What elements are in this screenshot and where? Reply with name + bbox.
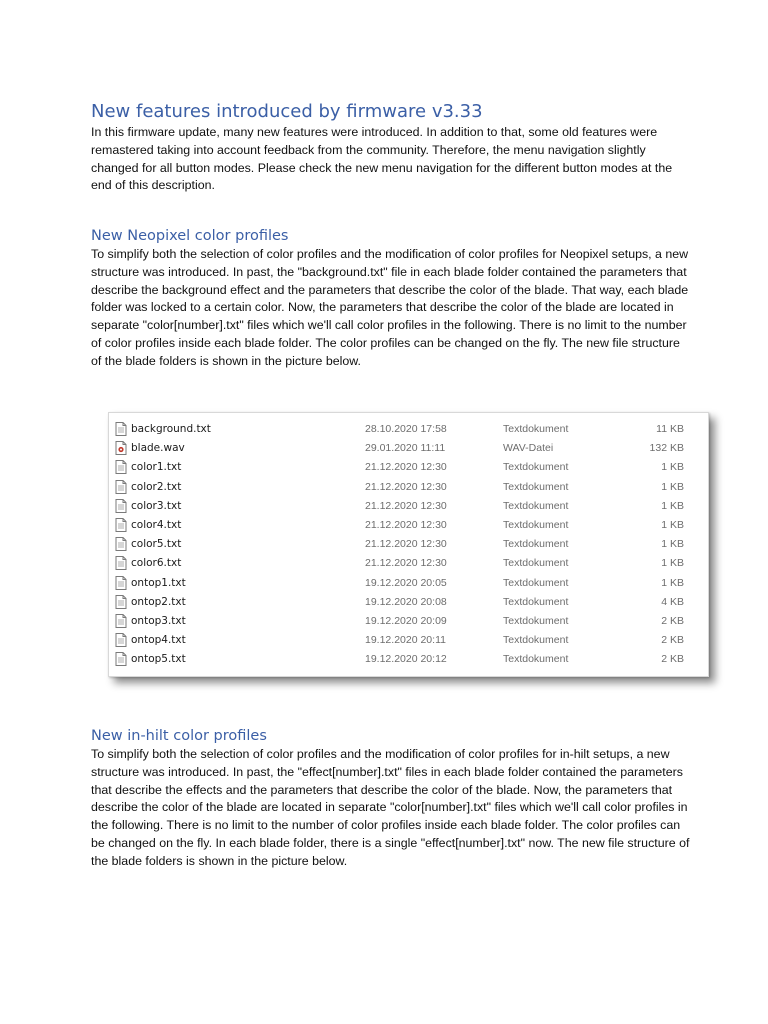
file-date: 21.12.2020 12:30	[365, 519, 447, 531]
file-row	[109, 458, 708, 477]
audio-file-icon	[115, 441, 127, 455]
file-type: Textdokument	[503, 538, 569, 551]
file-date: 19.12.2020 20:05	[365, 576, 447, 589]
file-type: Textdokument	[503, 461, 569, 474]
text-file-icon	[115, 576, 127, 590]
text-file-icon	[115, 652, 127, 666]
file-row	[109, 554, 708, 573]
file-type: Textdokument	[503, 519, 569, 531]
file-row	[109, 650, 708, 669]
file-size: 1 KB	[661, 461, 684, 474]
file-type: Textdokument	[503, 595, 569, 608]
file-row	[109, 574, 708, 593]
section-inhilt-profiles	[91, 726, 691, 871]
file-size: 1 KB	[661, 538, 684, 551]
file-name: color1.txt	[131, 461, 182, 474]
section-neopixel-profiles	[91, 226, 691, 371]
file-size: 132 KB	[649, 442, 684, 455]
file-date: 21.12.2020 12:30	[365, 499, 447, 512]
section-body: To simplify both the selection of color profiles and the modification of color profiles for in-hilt setups, a new structure was introduced. In past, the "effect[number].txt" files in each blade folder contained the parameters that describe the effects and the parameters that describe the color of the blade. Now, the parameters that describe the color of the blade are located in separate "color[number].txt" files which we'll call color profiles in the following. There is no limit to the number of color profiles inside each blade folder. The color profiles can be changed on the fly. In each blade folder, there is a single "effect[number].txt" now. The new file structure of the blade folders is shown in the picture below.	[91, 747, 690, 868]
file-size: 1 KB	[661, 519, 684, 531]
text-file-icon	[115, 556, 127, 570]
file-size: 2 KB	[661, 634, 684, 647]
file-row	[109, 516, 708, 535]
section-heading: New Neopixel color profiles	[91, 228, 289, 244]
file-type: Textdokument	[503, 634, 569, 647]
file-type: Textdokument	[503, 615, 569, 627]
text-file-icon	[115, 480, 127, 494]
file-date: 21.12.2020 12:30	[365, 480, 447, 493]
file-type: Textdokument	[503, 653, 569, 666]
file-row	[109, 631, 708, 650]
page-title: New features introduced by firmware v3.33	[91, 101, 483, 122]
file-type: WAV-Datei	[503, 442, 554, 455]
file-name: color3.txt	[131, 499, 182, 512]
file-date: 19.12.2020 20:11	[365, 634, 446, 647]
file-type: Textdokument	[503, 499, 569, 512]
file-size: 11 KB	[656, 423, 684, 435]
file-type: Textdokument	[503, 423, 569, 435]
file-date: 21.12.2020 12:30	[365, 538, 447, 551]
file-size: 4 KB	[661, 595, 684, 608]
file-name: color6.txt	[131, 557, 182, 570]
file-name: ontop1.txt	[131, 576, 186, 589]
file-date: 19.12.2020 20:09	[365, 615, 447, 627]
file-name: ontop4.txt	[131, 634, 186, 647]
file-name: color5.txt	[131, 538, 182, 551]
file-date: 21.12.2020 12:30	[365, 557, 447, 570]
file-listing-screenshot	[108, 412, 709, 677]
file-date: 28.10.2020 17:58	[365, 423, 447, 435]
file-date: 21.12.2020 12:30	[365, 461, 447, 474]
text-file-icon	[115, 518, 127, 532]
file-name: ontop3.txt	[131, 615, 186, 627]
text-file-icon	[115, 595, 127, 609]
file-name: ontop5.txt	[131, 653, 186, 666]
file-size: 2 KB	[661, 615, 684, 627]
text-file-icon	[115, 499, 127, 513]
file-type: Textdokument	[503, 480, 569, 493]
file-row	[109, 535, 708, 554]
file-type: Textdokument	[503, 576, 569, 589]
file-row	[109, 593, 708, 612]
file-size: 1 KB	[661, 499, 684, 512]
section-firmware-features	[91, 100, 691, 195]
file-name: color4.txt	[131, 519, 182, 531]
file-row	[109, 478, 708, 497]
file-name: blade.wav	[131, 442, 185, 455]
file-row	[109, 497, 708, 516]
file-size: 1 KB	[661, 557, 684, 570]
file-date: 19.12.2020 20:08	[365, 595, 447, 608]
file-date: 19.12.2020 20:12	[365, 653, 447, 666]
file-row	[109, 612, 708, 631]
section-heading: New in-hilt color profiles	[91, 728, 267, 744]
file-name: ontop2.txt	[131, 595, 186, 608]
file-name: background.txt	[131, 423, 211, 435]
file-size: 2 KB	[661, 653, 684, 666]
file-type: Textdokument	[503, 557, 569, 570]
file-size: 1 KB	[661, 480, 684, 493]
text-file-icon	[115, 537, 127, 551]
file-row	[109, 439, 708, 458]
section-body: In this firmware update, many new features were introduced. In addition to that, some old features were remastered taking into account feedback from the community. Therefore, the menu navigation slightly changed for all button modes. Please check the new menu navigation for the different button modes at the end of this description.	[91, 125, 673, 193]
text-file-icon	[115, 460, 127, 474]
file-row	[109, 420, 708, 439]
text-file-icon	[115, 422, 127, 436]
file-size: 1 KB	[661, 576, 684, 589]
file-name: color2.txt	[131, 480, 182, 493]
section-body: To simplify both the selection of color profiles and the modification of color profiles for Neopixel setups, a new structure was introduced. In past, the "background.txt" file in each blade folder contained the parameters that describe the background effect and the parameters that describe the color of the blade. That way, each blade folder was locked to a certain color. Now, the parameters that describe the color of the blade are located in separate "color[number].txt" files which we'll call color profiles in the following. There is no limit to the number of color profiles inside each blade folder. The color profiles can be changed on the fly. The new file structure of the blade folders is shown in the picture below.	[91, 247, 689, 368]
text-file-icon	[115, 633, 127, 647]
file-date: 29.01.2020 11:11	[365, 442, 446, 455]
text-file-icon	[115, 614, 127, 628]
